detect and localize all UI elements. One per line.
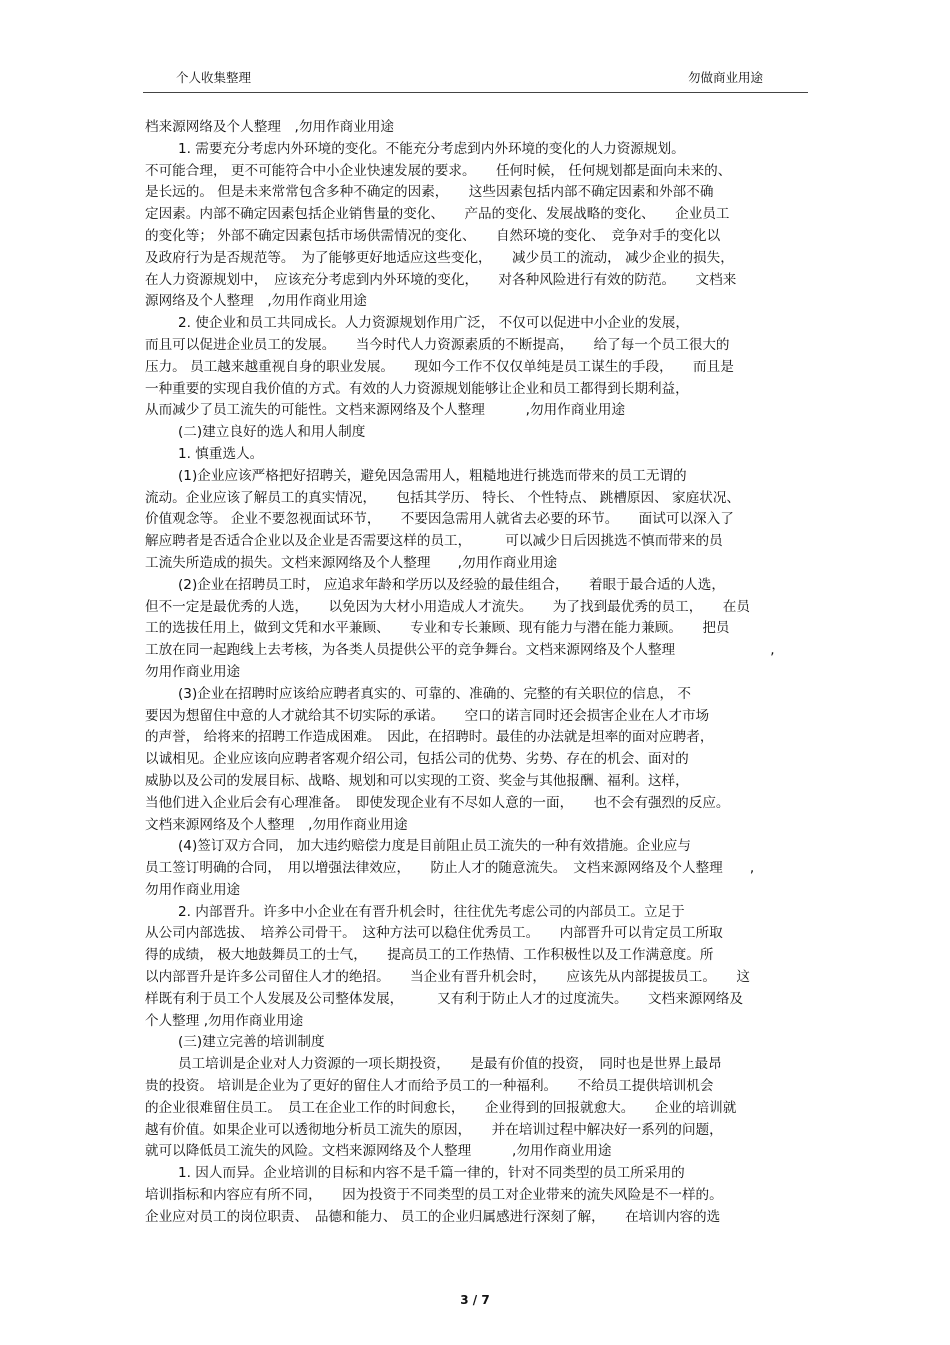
text-line: 以诚相见。企业应该向应聘者客观介绍公司，包括公司的优势、劣势、存在的机会、面对的: [145, 751, 689, 768]
text-line: 压力。 员工越来越重视自身的职业发展。 现如今工作不仅仅单纯是员工谋生的手段， 而且是: [145, 358, 734, 375]
page-number: 3 / 7: [460, 1293, 490, 1307]
text-line: 样既有利于员工个人发展及公司整体发展， 又有利于防止人才的过度流失。 文档来源网络及: [145, 990, 744, 1007]
text-line: 越有价值。如果企业可以透彻地分析员工流失的原因， 并在培训过程中解决好一系列的问题，: [145, 1121, 723, 1138]
text-line: 勿用作商业用途: [145, 881, 241, 898]
text-line: 工放在同一起跑线上去考核，为各类人员提供公平的竞争舞台。文档来源网络及个人整理 ,: [145, 642, 775, 659]
text-line: 解应聘者是否适合企业以及企业是否需要这样的员工， 可以减少日后因挑选不慎而带来的员: [145, 533, 723, 550]
text-line: (二)建立良好的选人和用人制度: [178, 424, 366, 441]
text-line: 在人力资源规划中， 应该充分考虑到内外环境的变化， 对各种风险进行有效的防范。 文档来: [145, 271, 737, 288]
text-line: 流动。企业应该了解员工的真实情况， 包括其学历、 特长、 个性特点、 跳槽原因、 家庭状况、: [145, 489, 741, 506]
text-line: 的声誉， 给将来的招聘工作造成困难。 因此，在招聘时。最佳的办法就是坦率的面对应聘者，: [145, 729, 714, 746]
text-line: 从公司内部选拔、 培养公司骨干。 这种方法可以稳住优秀员工。 内部晋升可以肯定员工所取: [145, 925, 723, 942]
text-line: 文档来源网络及个人整理 ,勿用作商业用途: [145, 816, 408, 833]
document-body: [145, 117, 810, 1229]
header-right-text: 勿做商业用途: [687, 70, 763, 85]
text-line: 就可以降低员工流失的风险。文档来源网络及个人整理 ,勿用作商业用途: [145, 1143, 612, 1160]
text-line: 但不一定是最优秀的人选， 以免因为大材小用造成人才流失。 为了找到最优秀的员工， 在员: [145, 598, 750, 615]
header-left-text: 个人收集整理: [176, 70, 252, 85]
text-line: 培训指标和内容应有所不同， 因为投资于不同类型的员工对企业带来的流失风险是不一样的。: [145, 1187, 723, 1204]
text-line: 1. 需要充分考虑内外环境的变化。不能充分考虑到内外环境的变化的人力资源规划。: [178, 140, 685, 157]
text-line: 是长远的。 但是未来常常包含多种不确定的因素， 这些因素包括内部不确定因素和外部不确: [145, 184, 714, 201]
text-line: 企业应对员工的岗位职责、 品德和能力、 员工的企业归属感进行深刻了解， 在培训内容的选: [145, 1208, 721, 1225]
text-line: 1. 因人而异。企业培训的目标和内容不是千篇一律的，针对不同类型的员工所采用的: [178, 1165, 685, 1182]
text-line: 而且可以促进企业员工的发展。 当今时代人力资源素质的不断提高， 给了每一个员工很大的: [145, 336, 730, 353]
text-line: 员工培训是企业对人力资源的一项长期投资， 是最有价值的投资， 同时也是世界上最昂: [178, 1056, 722, 1073]
text-line: 勿用作商业用途: [145, 663, 241, 680]
text-line: 得的成绩， 极大地鼓舞员工的士气， 提高员工的工作热情、工作积极性以及工作满意度。所: [145, 947, 714, 964]
text-line: (2)企业在招聘员工时， 应追求年龄和学历以及经验的最佳组合， 着眼于最合适的人选，: [178, 576, 725, 593]
text-line: 的变化等； 外部不确定因素包括市场供需情况的变化、 自然环境的变化、 竞争对手的变化以: [145, 227, 721, 244]
text-line: 工流失所造成的损失。文档来源网络及个人整理 ,勿用作商业用途: [145, 554, 558, 571]
text-line: 2. 使企业和员工共同成长。人力资源规划作用广泛， 不仅可以促进中小企业的发展，: [178, 315, 689, 332]
text-line: 工的选拔任用上，做到文凭和水平兼顾、 专业和专长兼顾、现有能力与潜在能力兼顾。 把员: [145, 620, 730, 637]
text-line: 从而减少了员工流失的可能性。文档来源网络及个人整理 ,勿用作商业用途: [145, 402, 626, 419]
text-line: 2. 内部晋升。许多中小企业在有晋升机会时，往往优先考虑公司的内部员工。立足于: [178, 903, 685, 920]
text-line: (1)企业应该严格把好招聘关，避免因急需用人，粗糙地进行挑选而带来的员工无谓的: [178, 467, 687, 484]
text-line: (三)建立完善的培训制度: [178, 1034, 325, 1051]
text-line: 员工签订明确的合同， 用以增强法律效应， 防止人才的随意流失。 文档来源网络及个人整理 ,: [145, 860, 755, 877]
text-line: 源网络及个人整理 ,勿用作商业用途: [145, 293, 367, 310]
text-line: 一种重要的实现自我价值的方式。有效的人力资源规划能够让企业和员工都得到长期利益，: [145, 380, 689, 397]
text-line: 不可能合理， 更不可能符合中小企业快速发展的要求。 任何时候， 任何规划都是面向未来的、: [145, 162, 732, 179]
text-line: 档来源网络及个人整理 ,勿用作商业用途: [145, 119, 395, 135]
text-line: 要因为想留住中意的人才就给其不切实际的承诺。 空口的诺言同时还会损害企业在人才市场: [145, 707, 710, 724]
text-line: 定因素。内部不确定因素包括企业销售量的变化、 产品的变化、发展战略的变化、 企业员工: [145, 206, 730, 223]
page-header: [143, 68, 808, 93]
text-line: 的企业很难留住员工。 员工在企业工作的时间愈长， 企业得到的回报就愈大。 企业的培训就: [145, 1099, 737, 1116]
text-line: (3)企业在招聘时应该给应聘者真实的、可靠的、准确的、完整的有关职位的信息， 不: [178, 685, 691, 702]
text-line: 贵的投资。 培训是企业为了更好的留住人才而给予员工的一种福利。 不给员工提供培训机会: [145, 1078, 714, 1095]
text-line: 1. 慎重选人。: [178, 445, 264, 462]
text-line: 当他们进入企业后会有心理准备。 即使发现企业有不尽如人意的一面， 也不会有强烈的反应。: [145, 794, 730, 811]
text-line: 个人整理 ,勿用作商业用途: [145, 1012, 304, 1029]
text-line: 及政府行为是否规范等。 为了能够更好地适应这些变化， 减少员工的流动， 减少企业的损失，: [145, 249, 734, 266]
text-line: 威胁以及公司的发展目标、战略、规划和可以实现的工资、奖金与其他报酬、福利。这样，: [145, 772, 689, 789]
text-line: 以内部晋升是许多公司留住人才的绝招。 当企业有晋升机会时， 应该先从内部提拔员工。 这: [145, 969, 750, 986]
text-line: 价值观念等。 企业不要忽视面试环节， 不要因急需用人就省去必要的环节。 面试可以深入了: [145, 511, 734, 528]
text-line: (4)签订双方合同， 加大违约赔偿力度是目前阻止员工流失的一种有效措施。企业应与: [178, 838, 691, 855]
